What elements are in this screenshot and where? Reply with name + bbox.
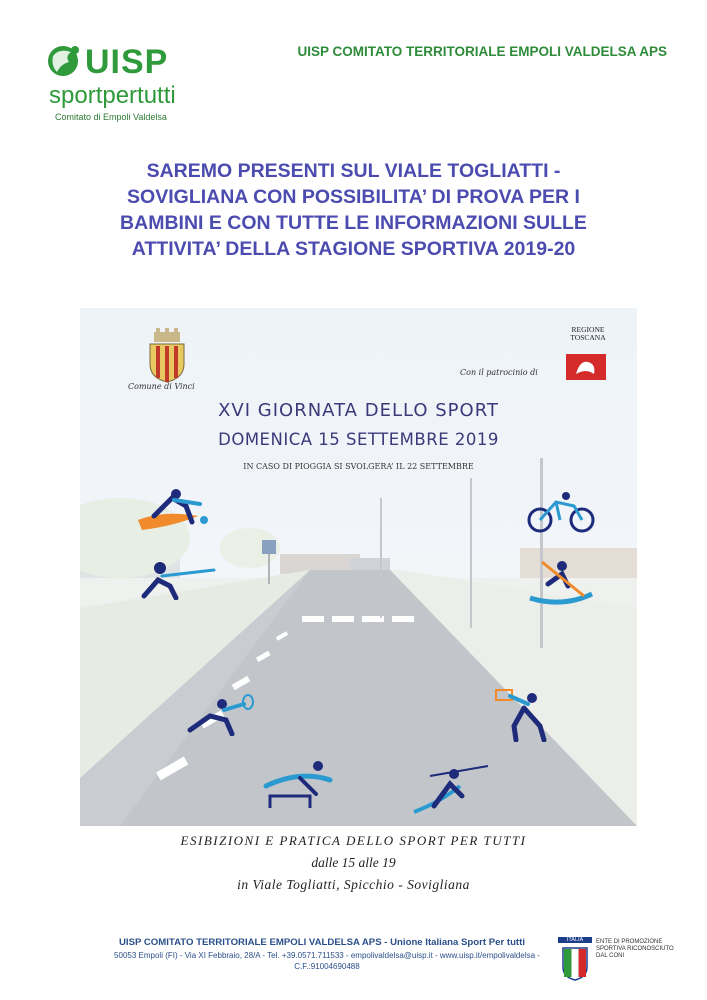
logo-uisp-text: UISP <box>85 43 169 81</box>
logo-tagline: sportpertutti <box>49 82 176 109</box>
poster-rain-note: IN CASO DI PIOGGIA SI SVOLGERA’ IL 22 SETTEMBRE <box>243 462 474 471</box>
caption-location: in Viale Togliatti, Spicchio - Sovigliana <box>237 877 470 892</box>
headline <box>40 158 667 262</box>
runner-icon <box>134 486 214 536</box>
patrocinio-label: Con il patrocinio di <box>460 368 538 377</box>
poster-title: XVI GIORNATA DELLO SPORT <box>218 400 499 421</box>
basketball-icon <box>494 686 554 742</box>
fencer-icon <box>136 556 216 600</box>
cyclist-icon <box>526 492 596 534</box>
footer-organization: UISP COMITATO TERRITORIALE EMPOLI VALDELSA APS - Unione Italiana Sport Per tutti <box>119 937 525 948</box>
caption-hours: dalle 15 alle 19 <box>311 855 396 870</box>
logo-committee: Comitato di Empoli Valdelsa <box>55 112 167 122</box>
italy-shield-icon <box>562 947 588 981</box>
regione-label: REGIONE TOSCANA <box>570 325 606 342</box>
coni-badge <box>556 933 676 983</box>
kayak-icon <box>528 554 594 612</box>
caption-activities: ESIBIZIONI E PRATICA DELLO SPORT PER TUTTI <box>180 833 527 848</box>
coni-recognition-text: ENTE DI PROMOZIONE SPORTIVA RICONOSCIUTO DAL CONI <box>596 939 674 959</box>
uisp-logo <box>45 40 195 130</box>
headline-line: BAMBINI E CON TUTTE LE INFORMAZIONI SULLE <box>120 212 587 234</box>
footer-contacts: 50053 Empoli (FI) - Via XI Febbraio, 28/A - Tel. +39.0571.711533 - empolivaldelsa@uisp.it - www.uisp.it/empolivaldelsa - C.F.:91004690488 <box>114 951 540 971</box>
tennis-icon <box>186 690 256 736</box>
javelin-icon <box>410 762 490 818</box>
comune-label: Comune di Vinci <box>128 382 195 391</box>
hurdler-icon <box>260 760 340 818</box>
uisp-globe-icon <box>45 42 85 78</box>
header-organization: UISP COMITATO TERRITORIALE EMPOLI VALDELSA APS <box>297 44 667 59</box>
headline-line: SAREMO PRESENTI SUL VIALE TOGLIATTI - <box>146 160 561 182</box>
poster-date: DOMENICA 15 SETTEMBRE 2019 <box>218 430 499 449</box>
headline-line: SOVIGLIANA CON POSSIBILITA’ DI PROVA PER I <box>127 186 580 208</box>
regione-toscana-logo-icon <box>566 354 606 380</box>
coni-italia-label: ITALIA <box>558 937 592 943</box>
comune-di-vinci-crest-icon <box>142 328 192 384</box>
event-poster <box>80 308 637 826</box>
headline-line: ATTIVITA’ DELLA STAGIONE SPORTIVA 2019-20 <box>131 238 576 260</box>
